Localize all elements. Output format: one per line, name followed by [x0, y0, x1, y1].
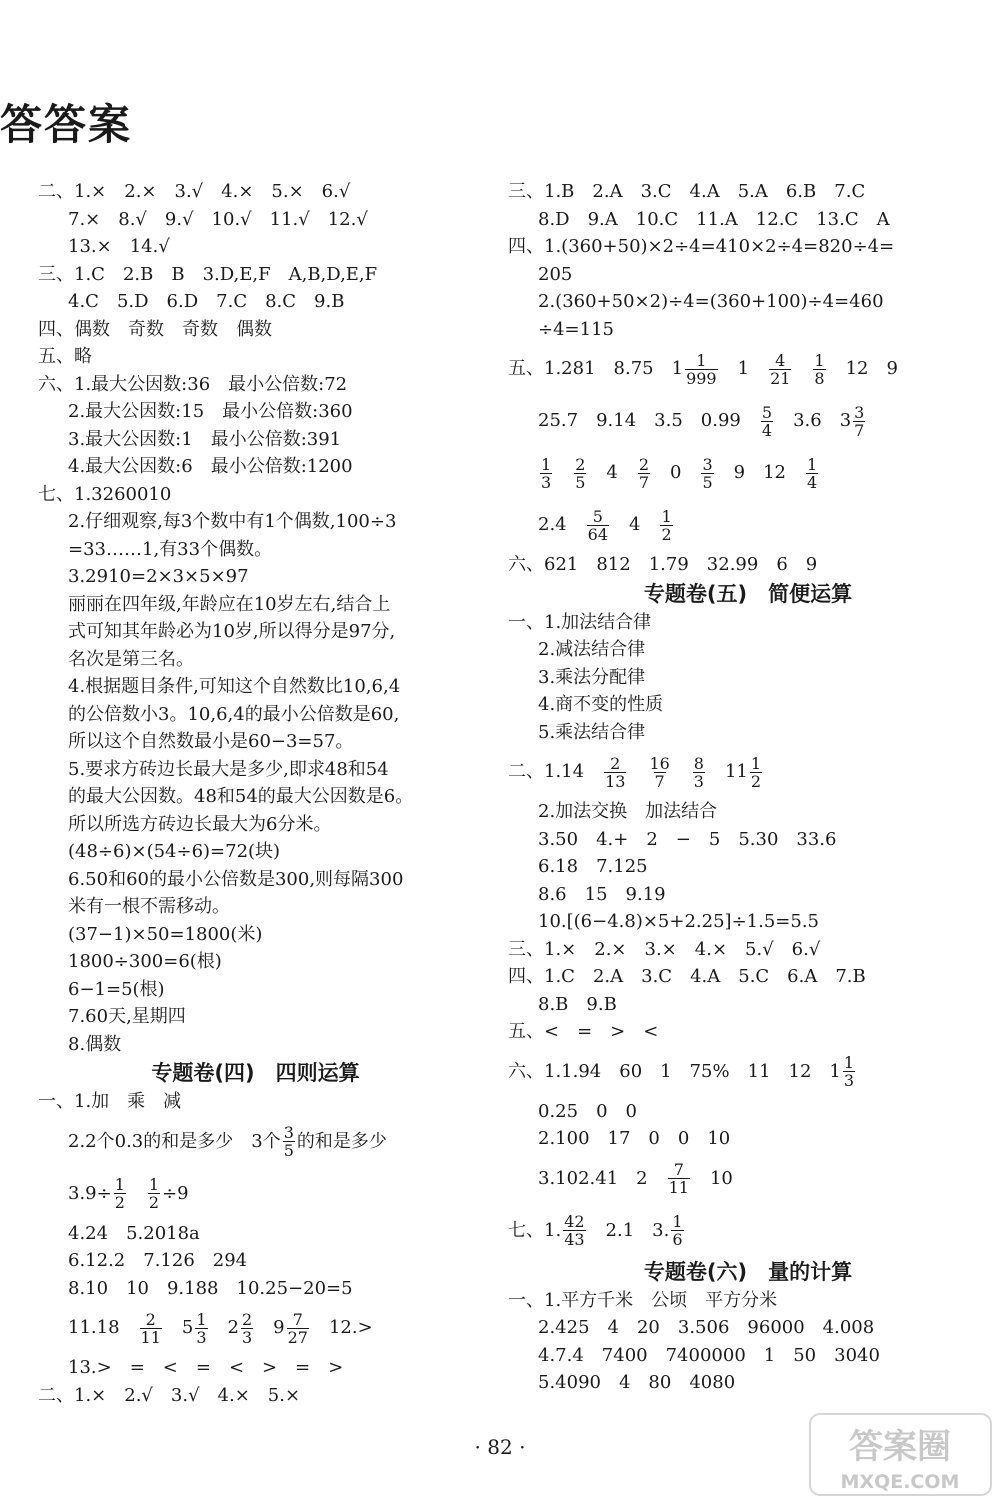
numerator: 2 [638, 454, 650, 474]
fraction [843, 1054, 855, 1089]
section-header-6: 专题卷(六) 量的计算 [643, 1259, 853, 1284]
numerator: 8 [693, 753, 704, 773]
denominator: 21 [770, 368, 791, 388]
denominator: 7 [638, 472, 650, 492]
answer-line: 3.乘法分配律 [538, 666, 646, 688]
answer-line: 2.100 17 0 0 10 [538, 1128, 731, 1149]
numerator: 5 [592, 506, 603, 526]
answer-line: 三、1.× 2.× 3.× 4.× 5.√ 6.√ [508, 938, 821, 960]
answer-text: 二、1.14 [508, 761, 585, 783]
answer-text: 2 [227, 1317, 239, 1339]
answer-text: 2.2个0.3的和是多少 3个 [68, 1130, 281, 1152]
answer-line: 4.24 5.2018a [68, 1222, 200, 1244]
left-column [38, 178, 473, 1409]
answer-line: 4.最大公因数:6 最小公倍数:1200 [68, 456, 353, 477]
answer-text: 10 [709, 1167, 733, 1189]
denominator: 7 [654, 771, 665, 791]
answer-text: 5 [181, 1317, 194, 1339]
denominator: 27 [287, 1327, 308, 1347]
answer-text: 3.102.41 2 [538, 1167, 648, 1189]
answer-text: 12.> [328, 1317, 373, 1339]
answer-line [508, 1046, 988, 1098]
answer-line: 一、1.加 乘 减 [38, 1091, 182, 1112]
watermark-logo-text: 答案圈 [849, 1427, 951, 1467]
answer-line: 2.减法结合律 [538, 639, 646, 660]
denominator: 5 [283, 1141, 294, 1160]
denominator: 64 [587, 524, 608, 544]
denominator: 4 [761, 420, 773, 440]
answer-text: 9 12 [733, 462, 787, 484]
answer-line: 3.最大公因数:1 最小公倍数:391 [68, 428, 342, 450]
answer-line [508, 395, 988, 447]
answer-line [508, 746, 988, 798]
numerator: 2 [145, 1309, 156, 1329]
answer-line: 三、1.C 2.B B 3.D,E,F A,B,D,E,F [38, 263, 378, 285]
answer-text: 2.4 [538, 514, 567, 536]
fraction [563, 1213, 585, 1248]
fraction [638, 456, 650, 491]
answer-line: 米有一根不需移动。 [68, 896, 230, 917]
denominator: 7 [854, 420, 865, 440]
answer-line: 六、1.最大公因数:36 最小公倍数:72 [38, 373, 348, 395]
answer-line: 5.乘法结合律 [538, 721, 646, 743]
answer-text: 的和是多少 [296, 1130, 387, 1152]
fraction [587, 508, 609, 543]
answer-line: 1800÷300=6(根) [68, 951, 222, 972]
fraction [241, 1311, 253, 1346]
answer-line: 4.商不变的性质 [538, 694, 664, 715]
denominator: 3 [693, 771, 704, 791]
denominator: 3 [241, 1327, 253, 1347]
answer-line: 七、1.3260010 [38, 483, 172, 505]
numerator: 3 [702, 454, 713, 474]
answer-line: 2.最大公因数:15 最小公倍数:360 [68, 401, 353, 422]
numerator: 2 [241, 1309, 253, 1329]
answer-text: 9 [273, 1317, 285, 1339]
answer-line: 4.C 5.D 6.D 7.C 8.C 9.B [68, 291, 345, 312]
answer-line: 一、1.加法结合律 [508, 611, 652, 633]
right-column [508, 178, 988, 1397]
answer-line: 205 [538, 263, 573, 285]
answer-text: ÷9 [162, 1182, 189, 1204]
fraction [148, 1176, 160, 1211]
answer-line: 一、1.平方千米 公顷 平方分米 [508, 1289, 778, 1311]
numerator: 1 [672, 1212, 683, 1231]
answer-text: 2.1 3. [605, 1219, 670, 1241]
answer-line: 四、1.C 2.A 3.C 4.A 5.C 6.A 7.B [508, 966, 866, 987]
numerator: 1 [541, 454, 552, 474]
fraction [648, 755, 670, 790]
numerator: 2 [610, 753, 621, 773]
fraction [701, 456, 713, 491]
answer-line: 四、1.(360+50)×2÷4=410×2÷4=820÷4= [508, 236, 895, 257]
answer-line: 5.4090 4 80 4080 [538, 1372, 736, 1393]
fraction [540, 456, 552, 491]
answer-line [508, 343, 988, 395]
numerator: 5 [761, 402, 773, 422]
answer-line: 7.60天,星期四 [68, 1006, 186, 1027]
answer-line: 2.加法交换 加法结合 [538, 801, 718, 822]
answer-line: 6.18 7.125 [538, 856, 648, 877]
answer-text: 3.9÷ [68, 1182, 112, 1204]
answer-line: 4.7.4 7400 7400000 1 50 3040 [538, 1344, 880, 1366]
numerator: 1 [196, 1309, 207, 1329]
answer-line: 2.425 4 20 3.506 96000 4.008 [538, 1317, 875, 1338]
answer-line: 8.D 9.A 10.C 11.A 12.C 13.C A [538, 208, 890, 230]
answer-line: 13.× 14.√ [68, 236, 170, 257]
denominator: 999 [686, 368, 717, 388]
numerator: 16 [649, 753, 670, 773]
answer-line: 5.要求方砖边长最大是多少,即求48和54 [68, 758, 389, 780]
denominator: 8 [814, 368, 825, 388]
answer-line: 8.6 15 9.19 [538, 883, 666, 905]
answer-line: 五、< = > < [508, 1021, 659, 1042]
numerator: 4 [775, 350, 786, 370]
answer-line [508, 1153, 988, 1205]
answer-line: 8.B 9.B [538, 993, 617, 1015]
answer-text: 五、1.281 8.75 1 [508, 358, 684, 380]
watermark-logo [808, 1412, 993, 1497]
answer-line: 五、略 [38, 346, 92, 367]
answer-line: 二、1.× 2.√ 3.√ 4.× 5.× [38, 1384, 301, 1406]
fraction [761, 404, 773, 439]
watermark-url-text: MXQE.COM [840, 1471, 960, 1493]
denominator: 11 [668, 1178, 689, 1197]
denominator: 2 [750, 771, 762, 791]
answer-text: 12 9 [845, 358, 898, 380]
answer-text: 六、1.1.94 60 1 75% 11 12 1 [508, 1060, 841, 1082]
answer-line: 6.12.2 7.126 294 [68, 1250, 248, 1271]
fraction [685, 352, 718, 387]
denominator: 4 [807, 472, 818, 492]
numerator: 1 [750, 753, 762, 773]
fraction [574, 456, 586, 491]
answer-line: 13.> = < = < > = > [68, 1357, 344, 1378]
fraction [750, 755, 762, 790]
answer-text: 3.6 3 [793, 410, 852, 432]
fraction [660, 508, 672, 543]
fraction [813, 352, 825, 387]
answer-line: 所以这个自然数最小是60−3=57。 [68, 731, 354, 752]
answer-line: 六、621 812 1.79 32.99 6 9 [508, 554, 818, 575]
answer-text: 0 [670, 462, 682, 484]
answer-text: 4 [606, 462, 618, 484]
answer-text: 25.7 9.14 3.5 0.99 [538, 410, 741, 432]
answer-text: 4 [629, 514, 641, 536]
denominator: 13 [605, 771, 626, 791]
fraction [668, 1161, 690, 1196]
answer-line: 的最大公因数。48和54的最大公因数是6。 [68, 786, 414, 807]
answer-text: 1 [737, 358, 750, 380]
answer-line: (48÷6)×(54÷6)=72(块) [68, 841, 281, 862]
answer-line: 8.10 10 9.188 10.25−20=5 [68, 1277, 353, 1299]
numerator: 1 [148, 1175, 160, 1194]
denominator: 6 [672, 1230, 683, 1249]
numerator: 1 [661, 506, 672, 526]
answer-line [508, 447, 988, 499]
answer-line: 6−1=5(根) [68, 978, 165, 1000]
answer-line [38, 1302, 473, 1354]
answer-line: 8.偶数 [68, 1033, 122, 1055]
section-header-5: 专题卷(五) 简便运算 [643, 581, 853, 606]
answer-line: 3.2910=2×3×5×97 [68, 566, 249, 587]
fraction [287, 1311, 309, 1346]
answer-line [508, 499, 988, 551]
answer-line: 7.× 8.√ 9.√ 10.√ 11.√ 12.√ [68, 208, 368, 230]
answer-line: 4.根据题目条件,可知这个自然数比10,6,4 [68, 676, 401, 697]
denominator: 5 [702, 472, 713, 492]
numerator: 1 [807, 454, 818, 474]
answer-line: 三、1.B 2.A 3.C 4.A 5.A 6.B 7.C [508, 181, 866, 202]
answer-line: 3.50 4.+ 2 − 5 5.30 33.6 [538, 828, 837, 850]
denominator: 11 [140, 1327, 161, 1347]
page-title: 答答案 [0, 100, 133, 149]
answer-line [38, 1168, 473, 1220]
numerator: 7 [673, 1160, 684, 1179]
answer-line: 10.[(6−4.8)×5+2.25]÷1.5=5.5 [538, 911, 819, 932]
numerator: 1 [843, 1053, 855, 1072]
numerator: 1 [696, 350, 707, 370]
answer-line: 的公倍数小3。10,6,4的最小公倍数是60, [68, 703, 400, 725]
answer-line: 所以所选方砖边长最大为6分米。 [68, 813, 332, 835]
numerator: 1 [814, 350, 825, 370]
answer-line: ÷4=115 [538, 318, 614, 340]
fraction [671, 1213, 683, 1248]
denominator: 3 [541, 472, 552, 492]
fraction [693, 755, 705, 790]
answer-line: 二、1.× 2.× 3.√ 4.× 5.× 6.√ [38, 181, 351, 202]
answer-text: 11.18 [68, 1317, 120, 1339]
fraction [283, 1124, 295, 1159]
answer-text: 七、1. [508, 1219, 562, 1241]
numerator: 42 [564, 1212, 585, 1231]
fraction [769, 352, 791, 387]
page-number: · 82 · [474, 1435, 526, 1459]
numerator: 1 [114, 1175, 125, 1194]
answer-line: 式可知其年龄必为10岁,所以得分是97分, [68, 621, 396, 642]
answer-text: 11 [724, 761, 748, 783]
answer-line: 2.(360+50×2)÷4=(360+100)÷4=460 [538, 291, 884, 312]
denominator: 3 [843, 1071, 855, 1090]
answer-line [38, 1116, 473, 1168]
numerator: 3 [283, 1123, 294, 1142]
numerator: 3 [854, 402, 865, 422]
denominator: 5 [575, 472, 586, 492]
denominator: 2 [661, 524, 672, 544]
fraction [114, 1176, 126, 1211]
answer-line [508, 1205, 988, 1257]
fraction [806, 456, 818, 491]
denominator: 43 [564, 1230, 585, 1249]
answer-line: 0.25 0 0 [538, 1100, 637, 1122]
fraction [853, 404, 865, 439]
answer-line: (37−1)×50=1800(米) [68, 923, 263, 945]
fraction [140, 1311, 162, 1346]
answer-line: 名次是第三名。 [68, 648, 194, 670]
section-header-4: 专题卷(四) 四则运算 [151, 1061, 360, 1085]
answer-line: 2.仔细观察,每3个数中有1个偶数,100÷3 [68, 511, 397, 532]
answer-line: =33……1,有33个偶数。 [68, 538, 273, 560]
fraction [604, 755, 626, 790]
answer-line: 四、偶数 奇数 奇数 偶数 [38, 318, 272, 340]
answer-line: 6.50和60的最小公倍数是300,则每隔300 [68, 868, 404, 890]
numerator: 7 [292, 1309, 303, 1329]
denominator: 2 [148, 1193, 160, 1212]
fraction [195, 1311, 207, 1346]
numerator: 2 [575, 454, 586, 474]
denominator: 2 [114, 1193, 125, 1212]
denominator: 3 [196, 1327, 207, 1347]
answer-line: 丽丽在四年级,年龄应在10岁左右,结合上 [68, 593, 391, 615]
